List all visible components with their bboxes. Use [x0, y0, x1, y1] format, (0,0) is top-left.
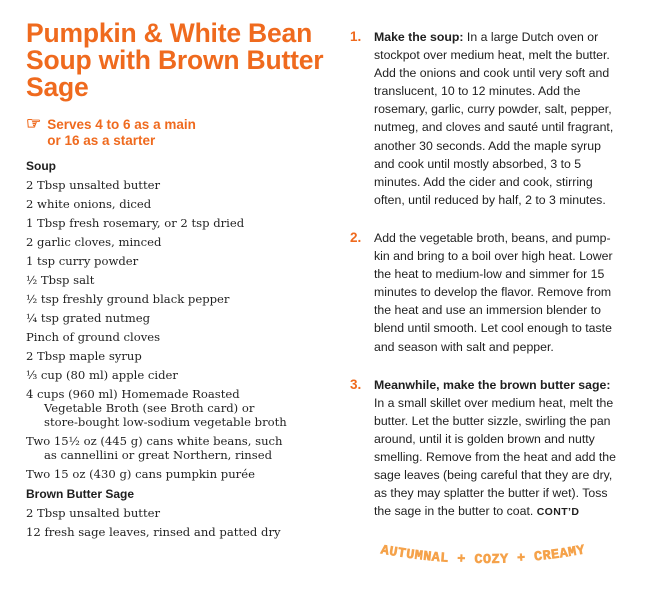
- step-lead: Make the soup:: [374, 30, 464, 44]
- step-body: [374, 28, 622, 209]
- continued-marker: CONT’D: [536, 506, 580, 519]
- step-text: Add the vegetable broth, beans, and pump-kin and bring to a boil over high heat. Lower the heat to medium-low and simmer for 15 minutes to develop the flavor. Remove from the heat and use an immersion blender to blend until smooth. Let cool enough to taste and season with salt and pepper.: [374, 230, 613, 354]
- ingredient-item: 1 tsp curry powder: [26, 254, 139, 268]
- servings-text: Serves 4 to 6 as a main or 16 as a starter: [47, 117, 196, 148]
- ingredient-item: 2 garlic cloves, minced: [26, 235, 162, 249]
- step-text: In a small skillet over medium heat, melt the butter. Let the butter sizzle, swirling the pan around, until it is golden brown and nutty smelling. Remove from the heat and add the sage leaves (being careful that they are dry, as they may splatter the butter if wet). Toss the sage in the butter to coat.: [374, 395, 616, 519]
- ingredient-item: Two 15½ oz (445 g) cans white beans, such as cannellini or great Northern, rinsed: [26, 434, 283, 462]
- ingredients-column: [26, 20, 326, 544]
- ingredient-item: 12 fresh sage leaves, rinsed and patted dry: [26, 525, 281, 539]
- ingredient-item: Two 15 oz (430 g) cans pumpkin purée: [26, 467, 255, 481]
- ingredient-item: 2 Tbsp unsalted butter: [26, 178, 161, 192]
- tagline-art: [348, 536, 618, 578]
- servings-note: [26, 114, 326, 149]
- ingredient-list: [26, 506, 326, 539]
- step-body: [374, 376, 622, 522]
- recipe-title: Pumpkin & White Bean Soup with Brown Butter Sage: [26, 18, 324, 102]
- section-heading: Brown Butter Sage: [26, 487, 135, 501]
- instruction-step: [350, 28, 622, 209]
- ingredient-item: ⅓ cup (80 ml) apple cider: [26, 368, 178, 382]
- ingredient-sections: [26, 159, 326, 539]
- instruction-step: [350, 376, 622, 522]
- step-text: In a large Dutch oven or stockpot over medium heat, melt the butter. Add the onions and cook until very soft and translucent, 10 to 12 minutes. Add the rosemary, garlic, curry powder, salt, pepper, nutmeg, and cloves and sauté until fragrant, another 30 seconds. Add the maple syrup and cook until mostly absorbed, 3 to 5 minutes. Add the cider and cook, stirring often, until reduced by half, 2 to 3 minutes.: [374, 30, 614, 207]
- ingredient-item: Pinch of ground cloves: [26, 330, 161, 344]
- ingredient-item: 2 white onions, diced: [26, 197, 152, 211]
- step-number: 2.: [350, 229, 362, 245]
- ingredient-item: ½ Tbsp salt: [26, 273, 95, 287]
- ingredient-item: ¼ tsp grated nutmeg: [26, 311, 151, 325]
- ingredient-item: ½ tsp freshly ground black pepper: [26, 292, 230, 306]
- ingredient-item: 2 Tbsp unsalted butter: [26, 506, 161, 520]
- section-heading: Soup: [26, 159, 56, 173]
- ingredient-item: 2 Tbsp maple syrup: [26, 349, 142, 363]
- tagline: [348, 536, 618, 578]
- step-lead: Meanwhile, make the brown butter sage:: [374, 377, 611, 392]
- instruction-step: [350, 229, 622, 356]
- step-number: 3.: [350, 376, 362, 392]
- step-body: [374, 229, 622, 356]
- instructions-column: [350, 28, 622, 541]
- ingredient-list: [26, 178, 326, 481]
- step-number: 1.: [350, 29, 362, 44]
- ingredient-item: 1 Tbsp fresh rosemary, or 2 tsp dried: [26, 216, 245, 230]
- steps-list: [350, 28, 622, 521]
- ingredient-item: 4 cups (960 ml) Homemade Roasted Vegetable Broth (see Broth card) or store-bought low-sodium vegetable broth: [26, 387, 287, 429]
- tagline-text: AUTUMNAL + COZY + CREAMY: [379, 543, 587, 569]
- pointing-hand-icon: ☞: [26, 114, 42, 133]
